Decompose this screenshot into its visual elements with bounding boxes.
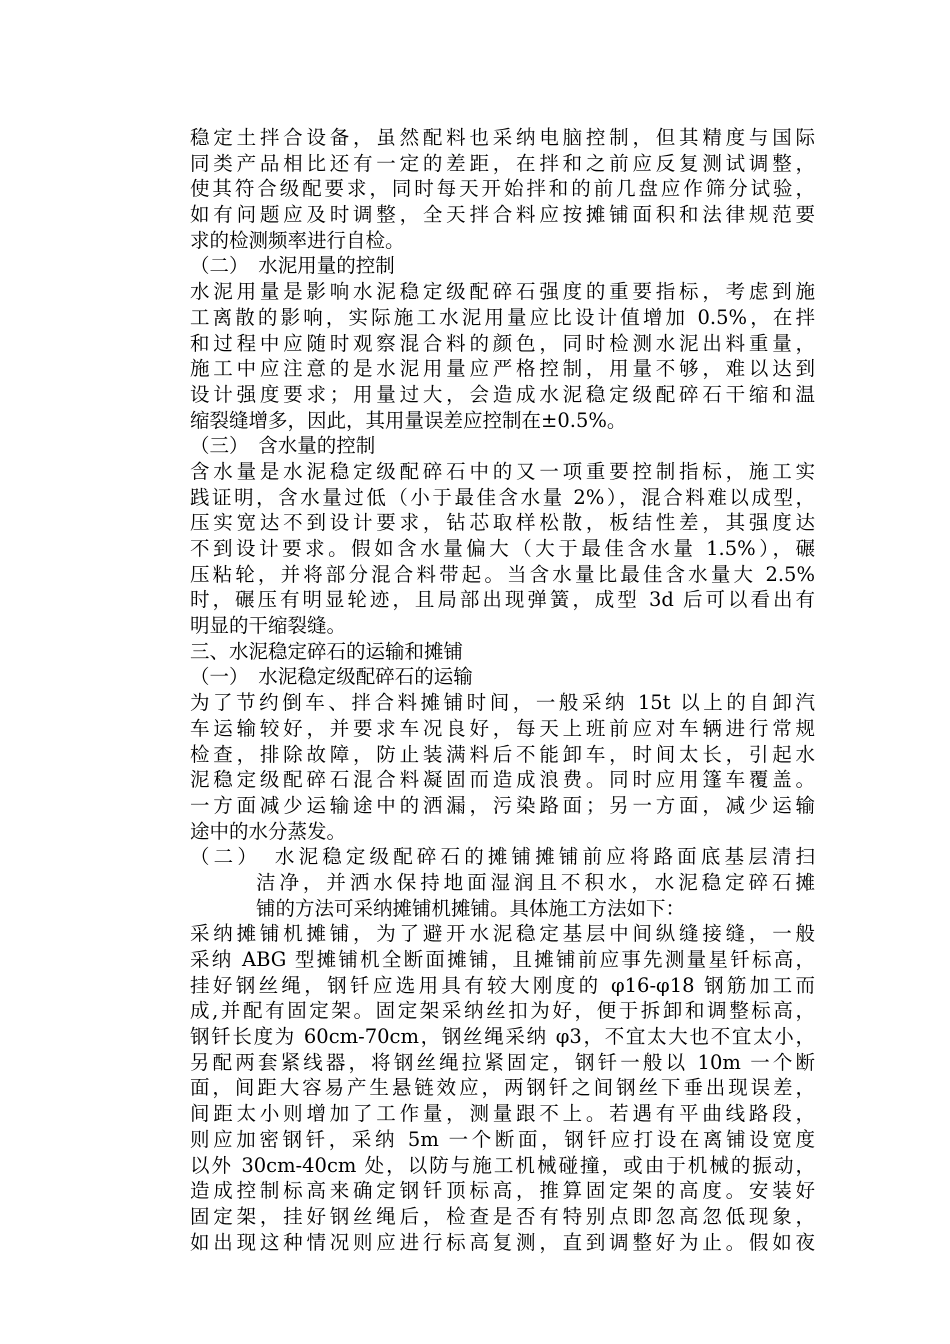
paragraph-line: 时，碾压有明显轮迹，且局部出现弹簧，成型 3d 后可以看出有: [190, 588, 815, 612]
section-heading: （三） 含水量的控制: [190, 434, 376, 458]
paragraph-line: 另配两套紧线器，将钢丝绳拉紧固定，钢钎一般以 10m 一个断: [190, 1050, 815, 1074]
paragraph-line: 铺的方法可采纳摊铺机摊铺。具体施工方法如下：: [256, 896, 686, 920]
paragraph-line: 缩裂缝增多，因此，其用量误差应控制在±0.5%。: [190, 408, 627, 432]
paragraph-line: 造成控制标高来确定钢钎顶标高，推算固定架的高度。安装好: [190, 1179, 815, 1203]
paragraph-line: 成,并配有固定架。固定架采纳丝扣为好，便于拆卸和调整标高，: [190, 999, 815, 1023]
paragraph-line: 检查，排除故障，防止装满料后不能卸车，时间太长，引起水: [190, 742, 815, 766]
paragraph-line: 压实宽达不到设计要求，钻芯取样松散，板结性差，其强度达: [190, 511, 815, 535]
paragraph-line: 水泥用量是影响水泥稳定级配碎石强度的重要指标，考虑到施: [190, 280, 815, 304]
paragraph-line: 稳定土拌合设备，虽然配料也采纳电脑控制，但其精度与国际: [190, 126, 815, 149]
paragraph-line: 采纳摊铺机摊铺，为了避开水泥稳定基层中间纵缝接缝，一般: [190, 922, 815, 946]
paragraph-line: 施工中应注意的是水泥用量应严格控制，用量不够，难以达到: [190, 357, 815, 381]
paragraph-line: 泥稳定级配碎石混合料凝固而造成浪费。同时应用篷车覆盖。: [190, 768, 815, 792]
paragraph-line: 间距太小则增加了工作量，测量跟不上。若遇有平曲线路段，: [190, 1102, 815, 1126]
paragraph-line: 同类产品相比还有一定的差距，在拌和之前应反复测试调整，: [190, 151, 815, 175]
paragraph-line: 一方面减少运输途中的洒漏，污染路面；另一方面，减少运输: [190, 793, 815, 817]
paragraph-line: 不到设计要求。假如含水量偏大（大于最佳含水量 1.5%），碾: [190, 537, 815, 560]
paragraph-line: 钢钎长度为 60cm-70cm，钢丝绳采纳 φ3，不宜太大也不宜太小，: [190, 1025, 815, 1049]
paragraph-line: 挂好钢丝绳，钢钎应选用具有较大刚度的 φ16-φ18 钢筋加工而: [190, 973, 815, 997]
section-heading: （二） 水泥用量的控制: [190, 254, 395, 278]
paragraph-line: 如出现这种情况则应进行标高复测，直到调整好为止。假如夜: [190, 1230, 815, 1254]
section-heading: （一） 水泥稳定级配碎石的运输: [190, 665, 473, 689]
paragraph-line: 途中的水分蒸发。: [190, 819, 347, 843]
paragraph-line: 和过程中应随时观察混合料的颜色，同时检测水泥出料重量，: [190, 331, 815, 355]
paragraph-line: 车运输较好，并要求车况良好，每天上班前应对车辆进行常规: [190, 716, 815, 740]
paragraph-line: 含水量是水泥稳定级配碎石中的又一项重要控制指标，施工实: [190, 459, 815, 483]
paragraph-line: （二） 水泥稳定级配碎石的摊铺摊铺前应将路面底基层清扫: [190, 845, 815, 869]
paragraph-line: 明显的干缩裂缝。: [190, 614, 347, 638]
paragraph-line: 固定架，挂好钢丝绳后，检查是否有特别点即忽高忽低现象，: [190, 1204, 815, 1228]
section-heading: 三、水泥稳定碎石的运输和摊铺: [190, 639, 464, 663]
paragraph-line: 践证明，含水量过低（小于最佳含水量 2%），混合料难以成型，: [190, 485, 815, 509]
paragraph-line: 洁净，并洒水保持地面湿润且不积水，水泥稳定碎石摊: [256, 870, 815, 894]
paragraph-line: 采纳 ABG 型摊铺机全断面摊铺，且摊铺前应事先测量星钎标高，: [190, 948, 815, 971]
paragraph-line: 工离散的影响，实际施工水泥用量应比设计值增加 0.5%，在拌: [190, 305, 815, 329]
paragraph-line: 为了节约倒车、拌合料摊铺时间，一般采纳 15t 以上的自卸汽: [190, 691, 815, 715]
paragraph-line: 则应加密钢钎，采纳 5m 一个断面，钢钎应打设在离铺设宽度: [190, 1127, 815, 1151]
paragraph-line: 如有问题应及时调整，全天拌合料应按摊铺面积和法律规范要: [190, 203, 815, 227]
paragraph-line: 压粘轮，并将部分混合料带起。当含水量比最佳含水量大 2.5%: [190, 562, 815, 586]
paragraph-line: 设计强度要求；用量过大，会造成水泥稳定级配碎石干缩和温: [190, 382, 815, 406]
paragraph-line: 使其符合级配要求，同时每天开始拌和的前几盘应作筛分试验，: [190, 177, 815, 201]
paragraph-line: 面，间距大容易产生悬链效应，两钢钎之间钢丝下垂出现误差，: [190, 1076, 815, 1100]
paragraph-line: 以外 30cm-40cm 处，以防与施工机械碰撞，或由于机械的振动，: [190, 1153, 815, 1177]
document-body: [190, 125, 815, 1255]
paragraph-line: 求的检测频率进行自检。: [190, 228, 405, 252]
